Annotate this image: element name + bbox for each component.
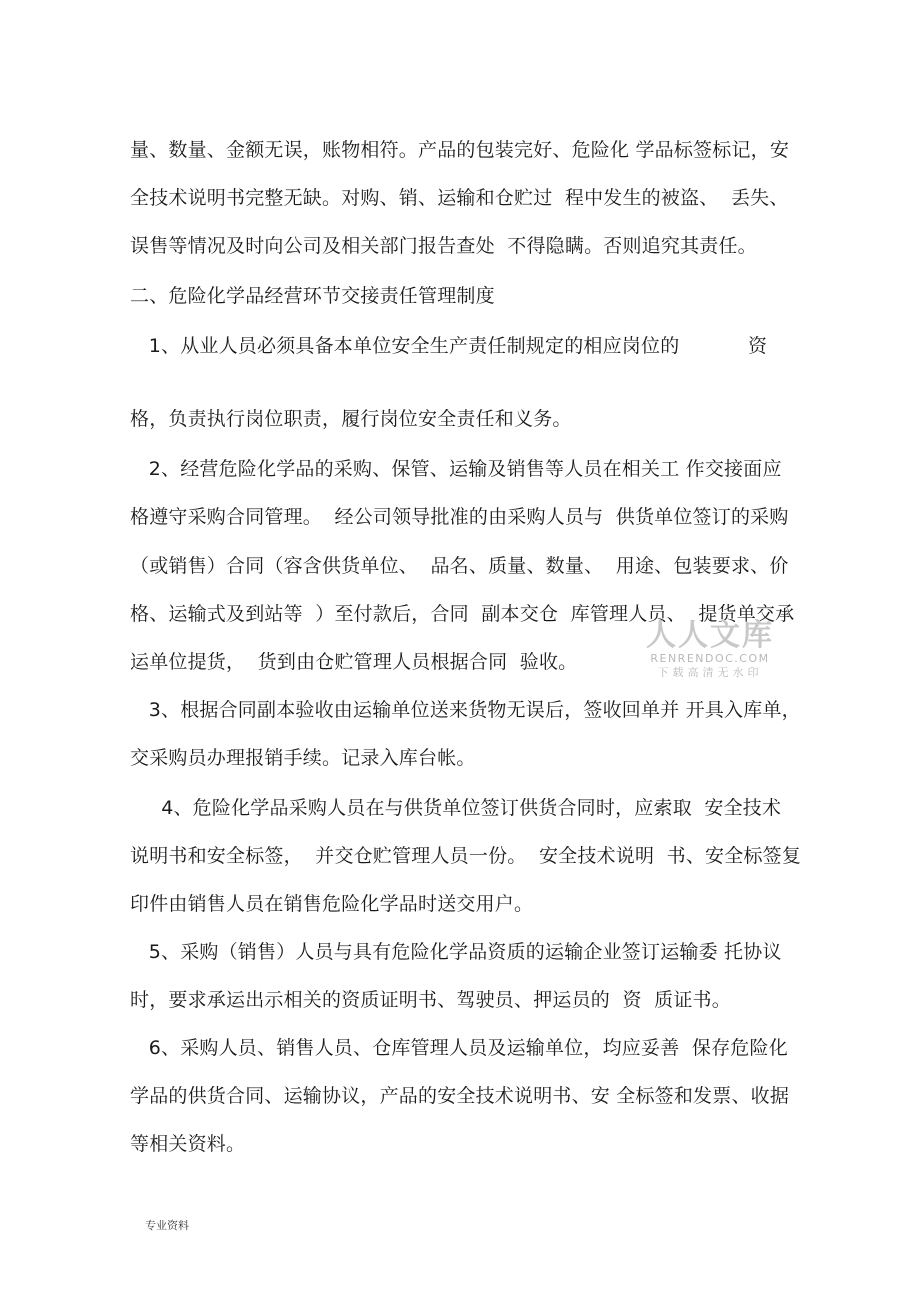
body-text-line: 等相关资料。 <box>130 1133 246 1155</box>
body-text-line: 2、经营危险化学品的采购、保管、运输及销售等人员在相关工 作交接面应 <box>130 458 782 480</box>
watermark-domain: RENRENDOC.COM <box>650 652 770 665</box>
body-text-line: 格，负责执行岗位职责，履行岗位安全责任和义务。 <box>130 408 572 430</box>
body-text-line: 6、采购人员、销售人员、仓库管理人员及运输单位，均应妥善 保存危险化 <box>130 1037 788 1059</box>
body-text-line: （或销售）合同（容含供货单位、 品名、质量、数量、 用途、包装要求、价 <box>130 555 789 577</box>
body-text-line: 格遵守采购合同管理。 经公司领导批准的由采购人员与 供货单位签订的采购 <box>130 506 789 528</box>
body-text-line: 4、危险化学品采购人员在与供货单位签订供货合同时，应索取 安全技术 <box>130 797 782 819</box>
page-footer: 专业资料 <box>145 1219 189 1232</box>
watermark-title: 人人文库 <box>646 618 774 653</box>
body-text-line: 学品的供货合同、运输协议，产品的安全技术说明书、安 全标签和发票、收据 <box>130 1085 790 1107</box>
body-text-line: 说明书和安全标签， 并交仓贮管理人员一份。 安全技术说明 书、安全标签复 <box>130 845 802 867</box>
body-text-line: 格、运输式及到站等 ）至付款后，合同 副本交仓 库管理人员、 提货单交承 <box>130 603 795 625</box>
body-text-line: 印件由销售人员在销售危险化学品时送交用户。 <box>130 893 534 915</box>
body-text-line: 运单位提货， 货到由仓贮管理人员根据合同 验收。 <box>130 651 578 673</box>
watermark-logo <box>640 620 780 680</box>
body-text-line: 误售等情况及时向公司及相关部门报告查处 不得隐瞒。否则追究其责任。 <box>130 235 757 257</box>
body-text-line: 1、从业人员必须具备本单位安全生产责任制规定的相应岗位的 资 <box>130 335 768 357</box>
body-text-line: 交采购员办理报销手续。记录入库台帐。 <box>130 747 476 769</box>
watermark-subtitle: 下载高清无水印 <box>657 666 763 679</box>
body-text-line: 5、采购（销售）人员与具有危险化学品资质的运输企业签订运输委 托协议 <box>130 941 782 963</box>
body-text-line: 3、根据合同副本验收由运输单位送来货物无误后，签收回单并 开具入库单， <box>130 699 801 721</box>
body-text-line: 量、数量、金额无误，账物相符。产品的包装完好、危险化 学品标签标记，安 <box>130 139 790 161</box>
body-text-line: 全技术说明书完整无缺。对购、销、运输和仓贮过 程中发生的被盗、 丢失、 <box>130 187 789 209</box>
body-text-line: 时，要求承运出示相关的资质证明书、驾驶员、押运员的 资 质证书。 <box>130 989 731 1011</box>
section-heading: 二、危险化学品经营环节交接责任管理制度 <box>130 285 495 307</box>
